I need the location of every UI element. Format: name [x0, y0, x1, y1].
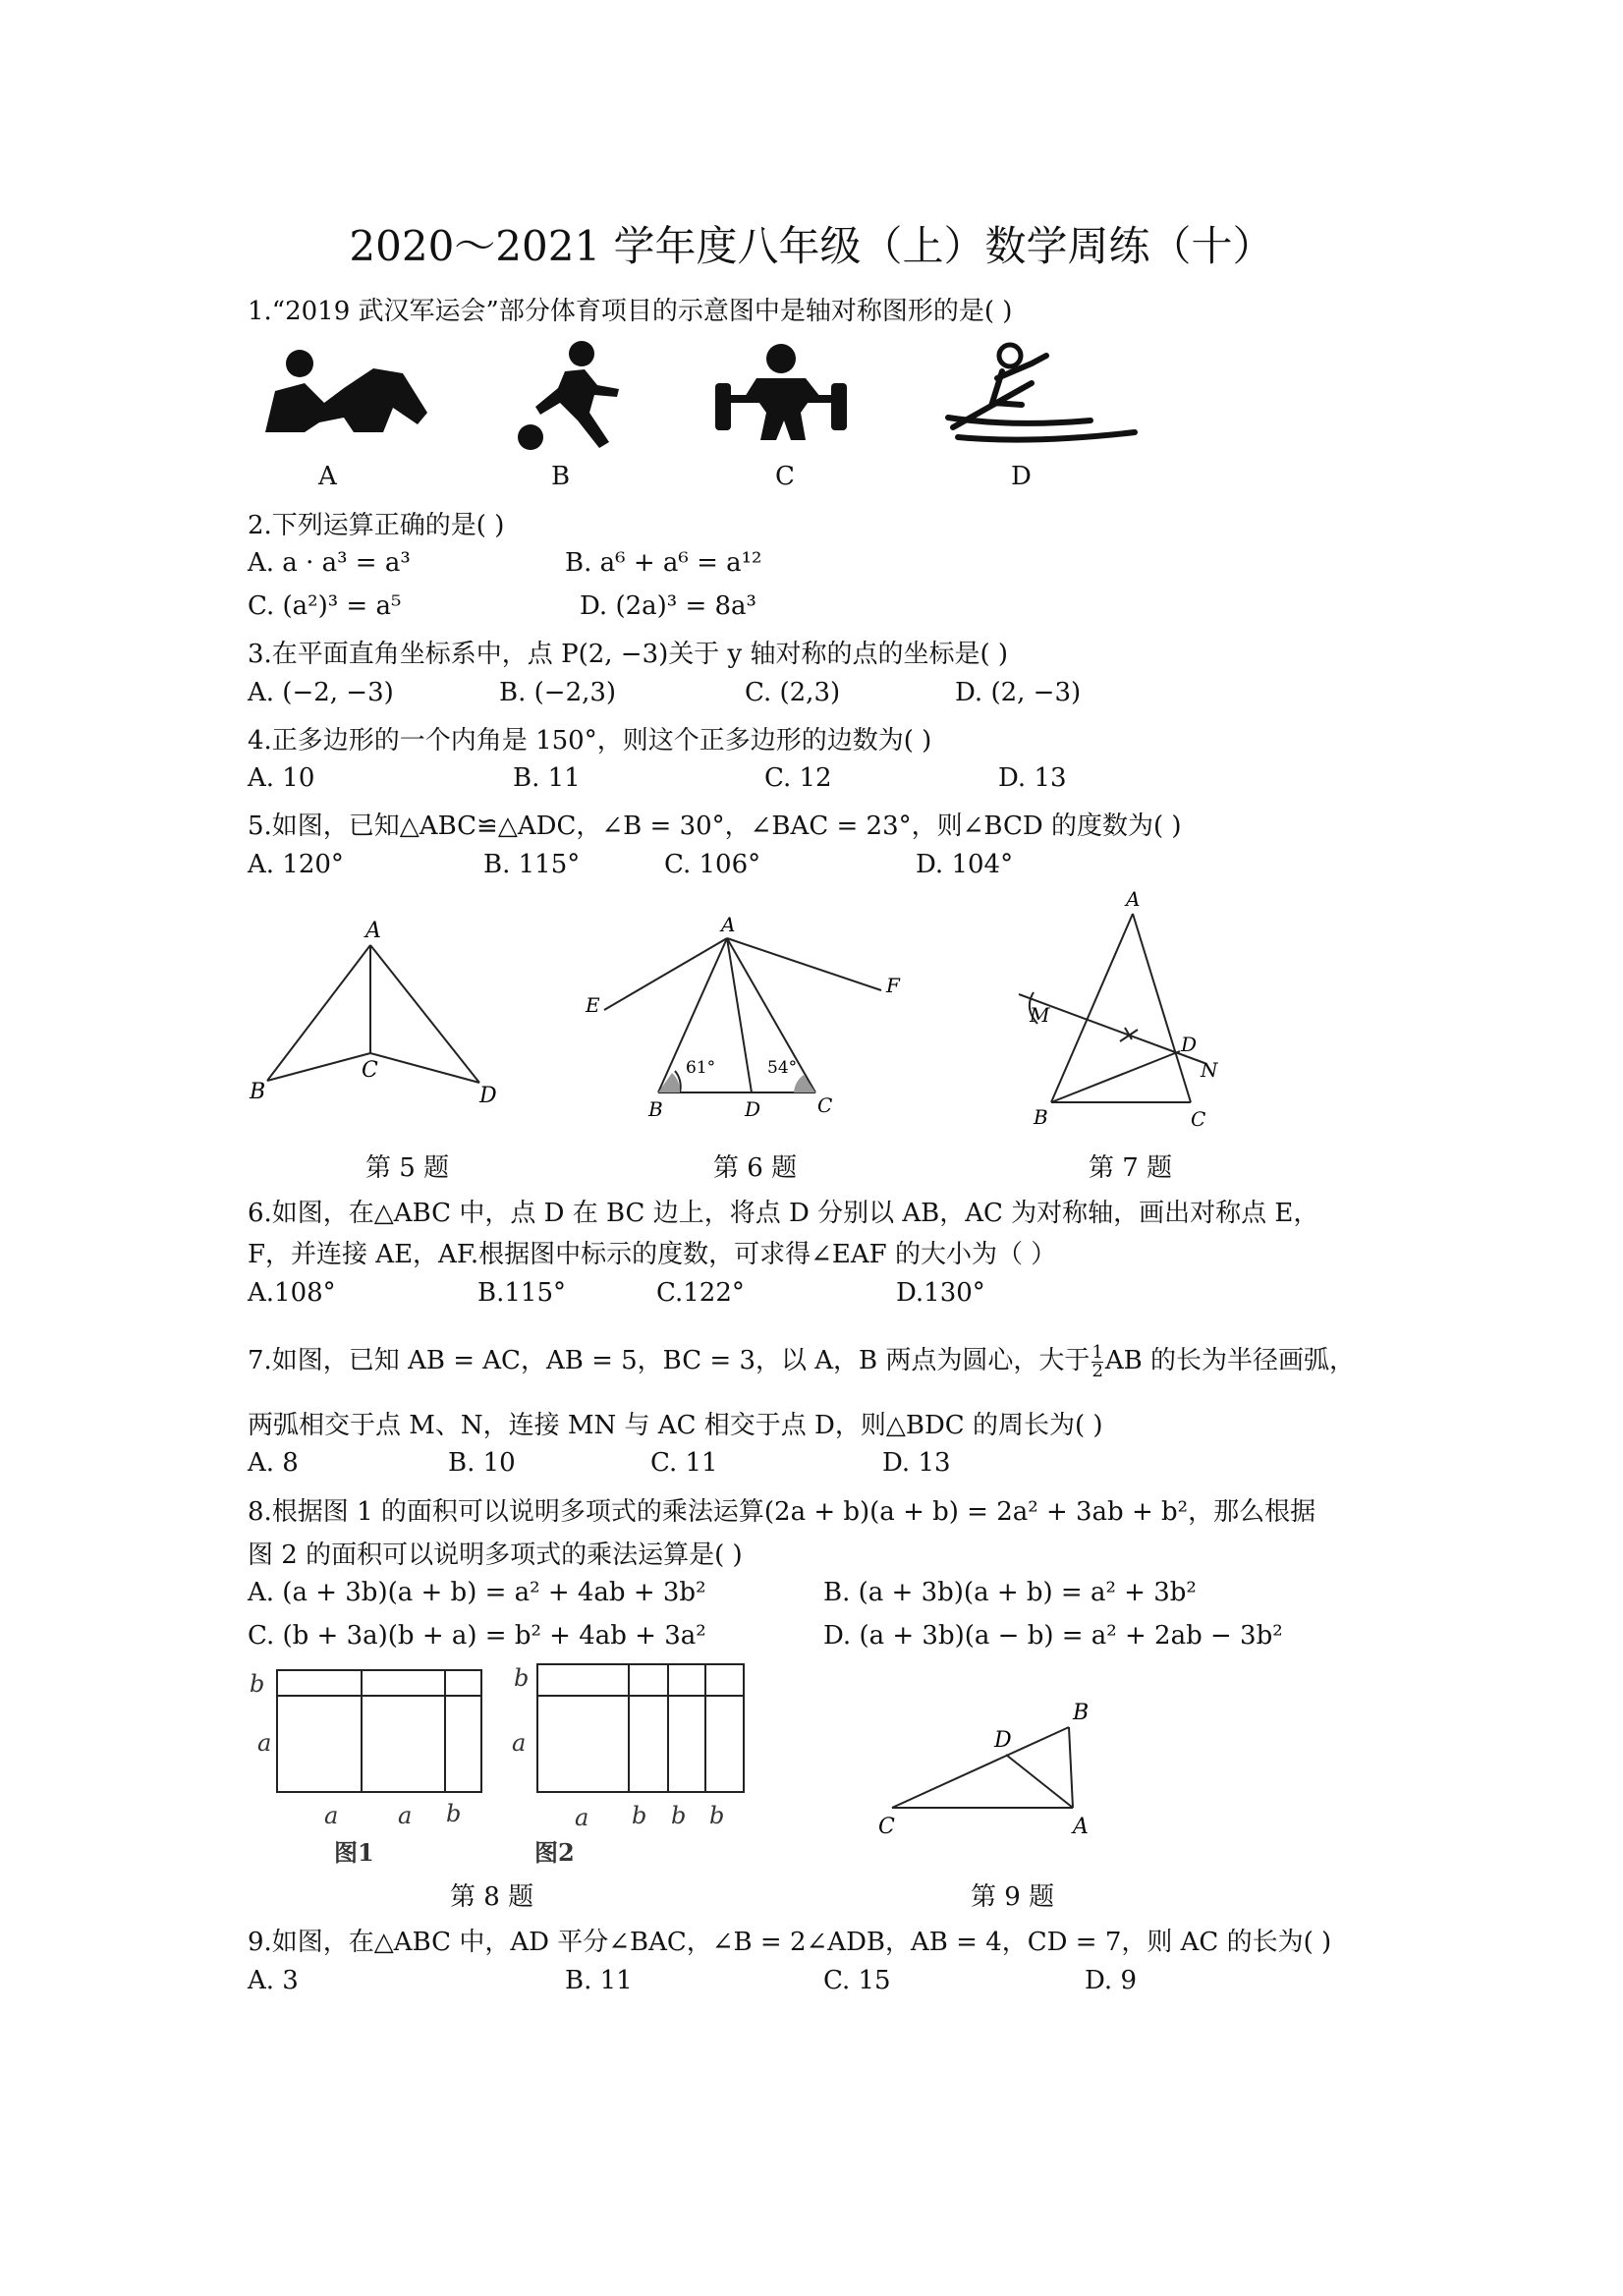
fig1-bottom-label: b [446, 1800, 462, 1827]
q9-option-b: B. 11 [565, 1966, 633, 1995]
question-1-stem: 1.“2019 武汉军运会”部分体育项目的示意图中是轴对称图形的是( ) [248, 297, 1013, 326]
q7-option-a: A. 8 [248, 1448, 299, 1478]
fig1-caption: 图1 [334, 1838, 374, 1867]
q8-option-d: D. (a + 3b)(a − b) = a² + 2ab − 3b² [823, 1621, 1283, 1651]
football-pictogram [518, 341, 619, 450]
fig2-bottom-label: b [671, 1802, 687, 1829]
q5-option-c: C. 106° [664, 850, 761, 879]
area-figure-2 [537, 1664, 744, 1792]
fig1-label-a-side: a [257, 1729, 272, 1757]
fig9-label-c: C [878, 1815, 895, 1839]
equestrian-pictogram [265, 350, 427, 432]
fig6-label-a: A [721, 913, 736, 936]
fig7-label-b: B [1034, 1105, 1048, 1129]
q4-option-b: B. 11 [513, 763, 581, 793]
q9-option-a: A. 3 [248, 1966, 299, 1995]
q3-option-b: B. (−2,3) [499, 678, 617, 707]
question-6-line-2: F，并连接 AE，AF.根据图中标示的度数，可求得∠EAF 的大小为（ ） [248, 1240, 1057, 1269]
figure-6 [604, 938, 881, 1092]
fig5-label-d: D [479, 1084, 497, 1108]
question-5-stem: 5.如图，已知△ABC≌△ADC，∠B = 30°，∠BAC = 23°，则∠BCD 的度数为( ) [248, 812, 1182, 841]
fig7-label-a: A [1126, 887, 1141, 911]
option-label-c: C [775, 462, 795, 491]
fig6-angle-61: 61° [686, 1058, 716, 1078]
question-8-line-2: 图 2 的面积可以说明多项式的乘法运算是( ) [248, 1540, 743, 1570]
fig2-caption: 图2 [534, 1838, 575, 1867]
q4-option-d: D. 13 [998, 763, 1067, 793]
q6-option-b: B.115° [477, 1278, 566, 1308]
option-label-a: A [318, 462, 337, 491]
q5-option-a: A. 120° [248, 850, 344, 879]
caption-question-7: 第 7 题 [1089, 1153, 1173, 1183]
fig9-label-d: D [994, 1728, 1012, 1753]
caption-question-9: 第 9 题 [971, 1882, 1055, 1912]
fig6-label-e: E [586, 993, 600, 1017]
q3-option-d: D. (2, −3) [955, 678, 1082, 707]
weightlifting-pictogram [715, 344, 847, 440]
question-7-line-2: 两弧相交于点 M、N，连接 MN 与 AC 相交于点 D，则△BDC 的周长为( ) [248, 1411, 1103, 1440]
page-title: 2020～2021 学年度八年级（上）数学周练（十） [349, 222, 1274, 270]
q4-option-c: C. 12 [764, 763, 832, 793]
fig9-label-a: A [1073, 1815, 1089, 1839]
q6-option-d: D.130° [896, 1278, 985, 1308]
q9-option-d: D. 9 [1085, 1966, 1137, 1995]
q7-option-c: C. 11 [650, 1448, 718, 1478]
q2-option-c: C. (a²)³ = a⁵ [248, 591, 402, 621]
caption-question-6: 第 6 题 [713, 1153, 798, 1183]
fig6-label-d: D [745, 1097, 761, 1121]
q3-option-a: A. (−2, −3) [248, 678, 394, 707]
question-7-text-b: AB 的长为半径画弧， [1104, 1346, 1356, 1375]
q6-option-c: C.122° [656, 1278, 745, 1308]
question-6-line-1: 6.如图，在△ABC 中，点 D 在 BC 边上，将点 D 分别以 AB，AC 为对称轴，画出对称点 E， [248, 1199, 1319, 1228]
fig2-label-b-side: b [514, 1664, 530, 1692]
fig2-bottom-label: b [709, 1802, 725, 1829]
fig7-label-d: D [1181, 1033, 1198, 1056]
fig5-label-b: B [250, 1080, 266, 1104]
q5-option-d: D. 104° [916, 850, 1014, 879]
fig2-bottom-label: a [575, 1804, 589, 1831]
fig1-bottom-label: a [398, 1802, 413, 1829]
q5-option-b: B. 115° [483, 850, 581, 879]
fig9-label-b: B [1073, 1701, 1090, 1725]
option-label-b: B [551, 462, 571, 491]
fig7-label-n: N [1201, 1058, 1218, 1082]
question-7-text-a: 7.如图，已知 AB = AC，AB = 5，BC = 3，以 A，B 两点为圆心，大于 [248, 1346, 1091, 1375]
fig2-label-a-side: a [512, 1729, 527, 1757]
fig7-label-c: C [1191, 1107, 1206, 1131]
question-9-stem: 9.如图，在△ABC 中，AD 平分∠BAC，∠B = 2∠ADB，AB = 4，CD = 7，则 AC 的长为( ) [248, 1928, 1332, 1957]
figures-row-2 [236, 1656, 1179, 1873]
angle-mark-c [794, 1075, 815, 1092]
q4-option-a: A. 10 [248, 763, 315, 793]
question-4-stem: 4.正多边形的一个内角是 150°，则这个正多边形的边数为( ) [248, 726, 932, 756]
fraction-denominator: 2 [1091, 1360, 1103, 1381]
fig6-angle-54: 54° [767, 1058, 798, 1078]
fig2-bottom-label: b [632, 1802, 647, 1829]
q8-option-b: B. (a + 3b)(a + b) = a² + 3b² [823, 1578, 1197, 1607]
q9-option-c: C. 15 [823, 1966, 891, 1995]
q8-option-a: A. (a + 3b)(a + b) = a² + 4ab + 3b² [248, 1578, 706, 1607]
fraction-one-half [1091, 1341, 1103, 1381]
option-label-d: D [1011, 462, 1032, 491]
caption-question-5: 第 5 题 [365, 1153, 450, 1183]
q8-option-c: C. (b + 3a)(b + a) = b² + 4ab + 3a² [248, 1621, 706, 1651]
figure-9 [892, 1727, 1073, 1808]
q3-option-c: C. (2,3) [745, 678, 841, 707]
sports-pictograms [246, 334, 1159, 462]
fig6-label-b: B [648, 1097, 663, 1121]
fig1-label-b-side: b [250, 1670, 265, 1698]
q7-option-d: D. 13 [882, 1448, 951, 1478]
q7-option-b: B. 10 [448, 1448, 516, 1478]
fig6-label-c: C [817, 1093, 833, 1117]
fig1-bottom-label: a [324, 1802, 339, 1829]
figures-row-1 [236, 884, 1258, 1149]
q2-option-a: A. a · a³ = a³ [248, 548, 411, 578]
fig5-label-c: C [362, 1058, 378, 1083]
question-3-stem: 3.在平面直角坐标系中，点 P(2, −3)关于 y 轴对称的点的坐标是( ) [248, 640, 1009, 669]
q2-option-d: D. (2a)³ = 8a³ [580, 591, 756, 621]
fig6-label-f: F [886, 974, 900, 997]
question-2-stem: 2.下列运算正确的是( ) [248, 511, 505, 540]
q2-option-b: B. a⁶ + a⁶ = a¹² [565, 548, 762, 578]
rowing-pictogram [948, 345, 1135, 440]
q6-option-a: A.108° [248, 1278, 336, 1308]
area-figure-1 [277, 1670, 481, 1792]
fig7-label-m: M [1030, 1003, 1050, 1027]
angle-mark-b [658, 1073, 680, 1092]
fraction-numerator: 1 [1091, 1341, 1103, 1363]
question-7-line-1 [248, 1340, 1355, 1380]
question-8-line-1: 8.根据图 1 的面积可以说明多项式的乘法运算(2a + b)(a + b) = 2a² + 3ab + b²，那么根据 [248, 1497, 1316, 1527]
fig5-label-a: A [365, 919, 381, 943]
caption-question-8: 第 8 题 [450, 1882, 534, 1912]
